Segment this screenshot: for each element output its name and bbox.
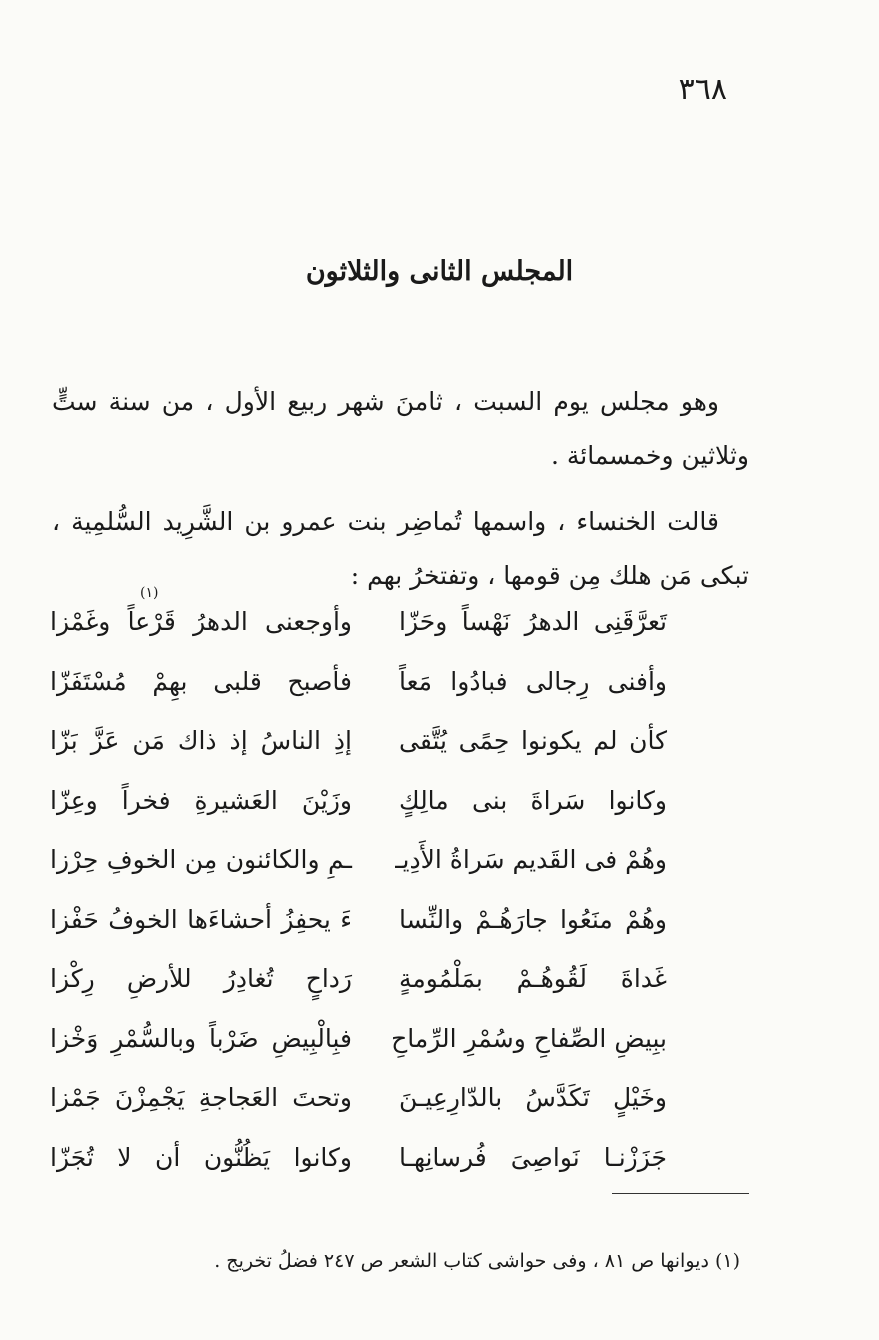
verse-second-hemistich: وكانوا يَظُنُّون أن لا تُجَزّا bbox=[50, 1142, 352, 1172]
section-title: المجلس الثانى والثلاثون bbox=[305, 256, 574, 287]
verse-line bbox=[0, 1009, 879, 1069]
verse-second-hemistich: ءَ يحفِزُ أحشاءَها الخوفُ حَفْزا bbox=[50, 904, 352, 934]
verse-line bbox=[0, 830, 879, 890]
verse-line bbox=[0, 585, 879, 652]
verse-line bbox=[0, 652, 879, 712]
verse-first-hemistich: وخَيْلٍ تَكَدَّسُ بالدّارِعِيـنَ bbox=[399, 1083, 667, 1112]
verse-second-hemistich: فبِالْبِيضِ ضَرْباً وبالسُّمْرِ وَخْزا bbox=[50, 1023, 352, 1053]
verse-line bbox=[0, 1128, 879, 1188]
verse-first-hemistich: ببِيضِ الصِّفاحِ وسُمْرِ الرِّماحِ bbox=[391, 1023, 667, 1053]
verse-first-hemistich: تَعرَّقَنِى الدهرُ نَهْساً وحَزّا bbox=[399, 607, 667, 636]
verse-first-hemistich: وهُمْ منَعُوا جارَهُـمْ والنِّسا bbox=[399, 904, 667, 934]
verse-first-hemistich: وأفنى رِجالى فبادُوا مَعاً bbox=[399, 666, 667, 696]
intro-paragraph: وهو مجلس يوم السبت ، ثامنَ شهر ربيع الأول ، من سنة ستٍّ وثلاثين وخمسمائة . bbox=[52, 387, 749, 470]
verse-second-hemistich: إذِ الناسُ إذ ذاك مَن عَزَّ بَزّا bbox=[50, 726, 352, 755]
poem bbox=[0, 585, 879, 1187]
verse-line bbox=[0, 711, 879, 771]
verse-second-hemistich: رَداحٍ تُغادِرُ للأرضِ رِكْزا bbox=[50, 964, 352, 993]
footnote-divider bbox=[612, 1193, 749, 1194]
verse-line bbox=[0, 890, 879, 950]
verse-second-hemistich: فأصبح قلبى بهِمْ مُسْتَفَزّا bbox=[50, 666, 352, 696]
verse-second-hemistich: وتحتَ العَجاجةِ يَجْمِزْنَ جَمْزا bbox=[50, 1083, 352, 1112]
verse-first-hemistich: وهُمْ فى القَديم سَراةُ الأَدِيـ bbox=[395, 845, 667, 874]
verse-first-hemistich: جَزَزْنـا نَواصِىَ فُرسانِهـا bbox=[399, 1142, 667, 1172]
verse-line bbox=[0, 1068, 879, 1128]
verse-line bbox=[0, 771, 879, 831]
footnote-marker: (١) bbox=[140, 585, 159, 601]
verse-second-hemistich: وأوجعنى الدهرُ قَرْعاً وغَمْزا bbox=[50, 607, 352, 636]
verse-first-hemistich: غَداةَ لَقُوهُـمْ بمَلْمُومةٍ bbox=[399, 964, 667, 993]
verse-first-hemistich: كأن لم يكونوا حِمًى يُتَّقى bbox=[399, 726, 667, 755]
verse-first-hemistich: وكانوا سَراةَ بنى مالِكٍ bbox=[399, 785, 667, 815]
page-number: ٣٦٨ bbox=[678, 72, 727, 107]
footnote: (١) ديوانها ص ٨١ ، وفى حواشى كتاب الشعر ص ٢٤٧ فضلُ تخريج . bbox=[214, 1250, 740, 1272]
verse-second-hemistich: وزَيْنَ العَشيرةِ فخراً وعِزّا bbox=[50, 785, 352, 815]
context-paragraph: قالت الخنساء ، واسمها تُماضِر بنت عمرو بن الشَّرِيد السُّلمِية ، تبكى مَن هلك مِن قومها ، وتفتخرُ بهم : bbox=[52, 507, 749, 590]
verse-second-hemistich: ـمِ والكائنون مِن الخوفِ حِرْزا bbox=[50, 845, 352, 874]
verse-line bbox=[0, 949, 879, 1009]
